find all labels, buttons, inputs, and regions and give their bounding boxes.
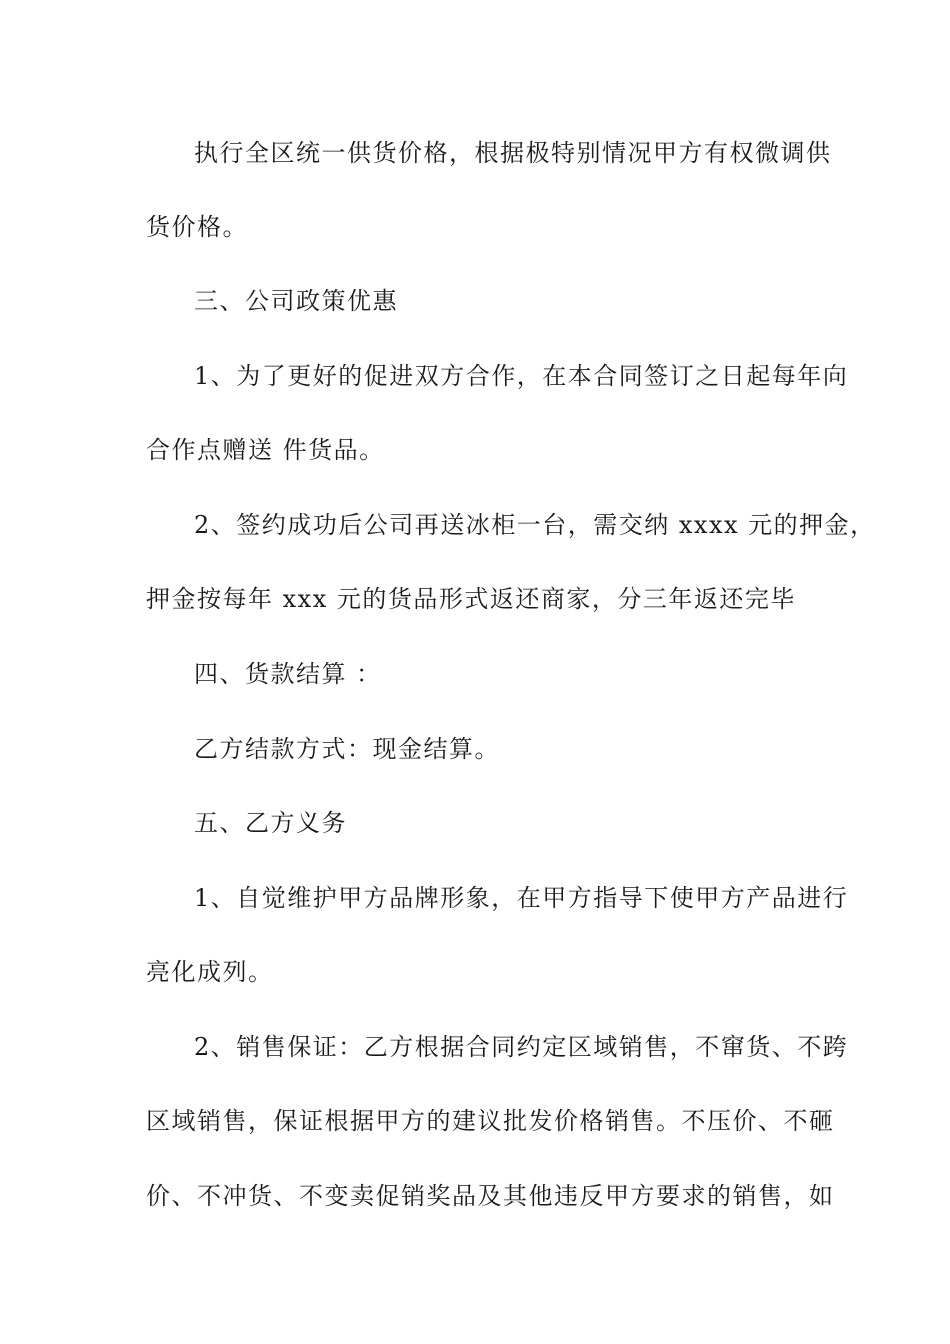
paragraph-line: 货价格。 bbox=[146, 213, 248, 241]
paragraph-line: 押金按每年 xxx 元的货品形式返还商家，分三年返还完毕 bbox=[146, 585, 796, 613]
section-heading: 五、乙方义务 bbox=[194, 809, 347, 837]
paragraph-line: 执行全区统一供货价格，根据极特别情况甲方有权微调供 bbox=[194, 139, 832, 167]
section-heading: 三、公司政策优惠 bbox=[194, 287, 398, 315]
paragraph-line: 1、为了更好的促进双方合作，在本合同签订之日起每年向 bbox=[194, 362, 849, 390]
paragraph-line: 乙方结款方式：现金结算。 bbox=[194, 735, 500, 763]
section-heading: 四、货款结算 ： bbox=[194, 660, 382, 688]
paragraph-line: 合作点赠送 件货品。 bbox=[146, 436, 385, 464]
paragraph-line: 价、不冲货、不变卖促销奖品及其他违反甲方要求的销售，如 bbox=[146, 1182, 835, 1210]
paragraph-line: 亮化成列。 bbox=[146, 958, 274, 986]
paragraph-line: 2、销售保证：乙方根据合同约定区域销售，不窜货、不跨 bbox=[194, 1033, 849, 1061]
paragraph-line: 区域销售，保证根据甲方的建议批发价格销售。不压价、不砸 bbox=[146, 1107, 835, 1135]
paragraph-line: 2、签约成功后公司再送冰柜一台，需交纳 xxxx 元的押金， bbox=[194, 511, 876, 539]
paragraph-line: 1、自觉维护甲方品牌形象，在甲方指导下使甲方产品进行 bbox=[194, 884, 849, 912]
